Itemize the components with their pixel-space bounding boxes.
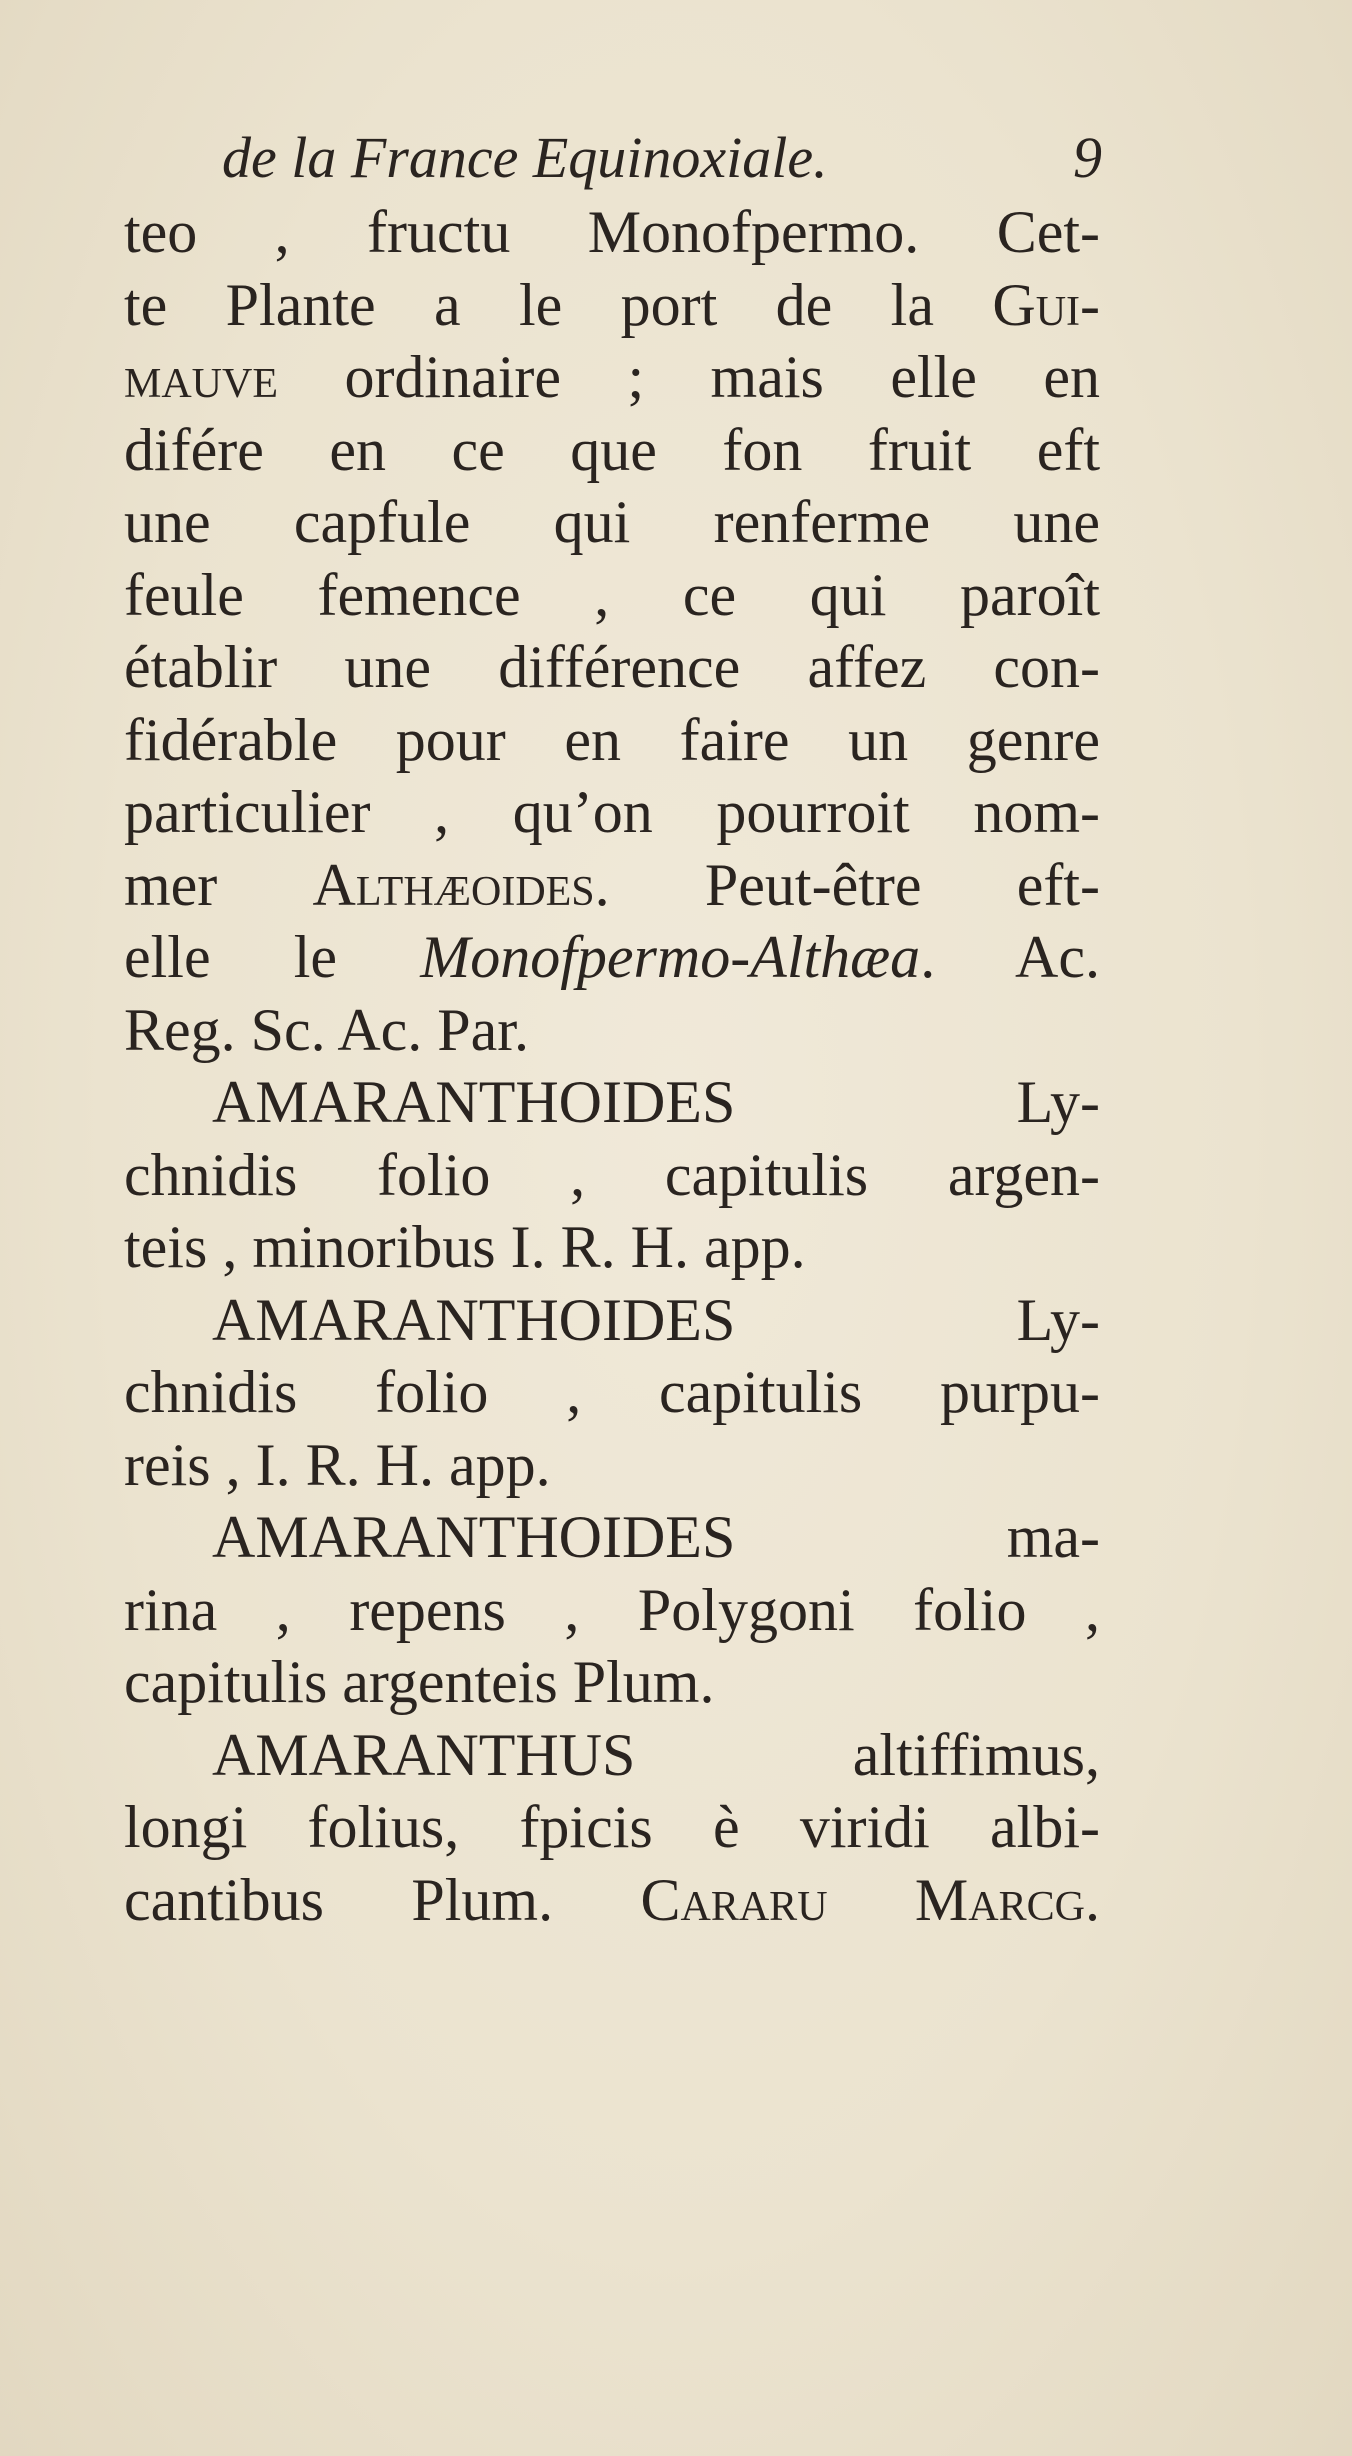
text-line: fidérable pour en faire un genre <box>124 706 1100 773</box>
entry-heading-line: AMARANTHOIDES Ly- <box>212 1069 1100 1135</box>
text-line: difére en ce que fon fruit eft <box>124 416 1100 483</box>
entry-heading-line: AMARANTHUS altiffimus, <box>212 1721 1100 1788</box>
text-line: elle le Monofpermo-Althæa. Ac. <box>124 924 1100 990</box>
text-line: te Plante a le port de la Gui- <box>124 271 1100 338</box>
text-line: capitulis argenteis Plum. <box>124 1649 715 1715</box>
text-line: teis , minoribus I. R. H. app. <box>124 1214 806 1280</box>
entry-heading-line: AMARANTHOIDES ma- <box>212 1504 1100 1570</box>
text-line: reis , I. R. H. app. <box>124 1431 551 1498</box>
text-line: longi folius, fpicis è viridi albi- <box>124 1794 1100 1860</box>
small-caps-term: Gui- <box>992 271 1100 338</box>
text-line: mer Althæoides. Peut-être eft- <box>124 851 1100 918</box>
running-title: de la France Equinoxiale. <box>222 125 828 190</box>
text-line: rina , repens , Polygoni folio , <box>124 1576 1100 1643</box>
text-line: chnidis folio , capitulis argen- <box>124 1141 1100 1208</box>
body-text <box>124 196 1100 1936</box>
text-line: cantibus Plum. Cararu Marcg. <box>124 1866 1100 1933</box>
small-caps-term: mauve <box>124 344 278 410</box>
text-line: teo , fructu Monofpermo. Cet- <box>124 199 1100 265</box>
text-line: mauve ordinaire ; mais elle en <box>124 344 1100 410</box>
text-line: chnidis folio , capitulis purpu- <box>124 1359 1100 1425</box>
italic-term: Monofpermo-Althæa <box>420 924 921 990</box>
entry-heading-line: AMARANTHOIDES Ly- <box>212 1286 1100 1353</box>
text-line: particulier , qu’on pourroit nom- <box>124 779 1100 845</box>
running-header <box>222 118 1102 198</box>
small-caps-term: Cararu Marcg. <box>640 1866 1100 1933</box>
text-line: établir une différence affez con- <box>124 634 1100 700</box>
small-caps-term: Althæoides <box>312 851 595 918</box>
page-number: 9 <box>1073 125 1102 190</box>
text-line: feule femence , ce qui paroît <box>124 561 1100 628</box>
text-line: Reg. Sc. Ac. Par. <box>124 996 529 1063</box>
text-line: une capfule qui renferme une <box>124 489 1100 555</box>
